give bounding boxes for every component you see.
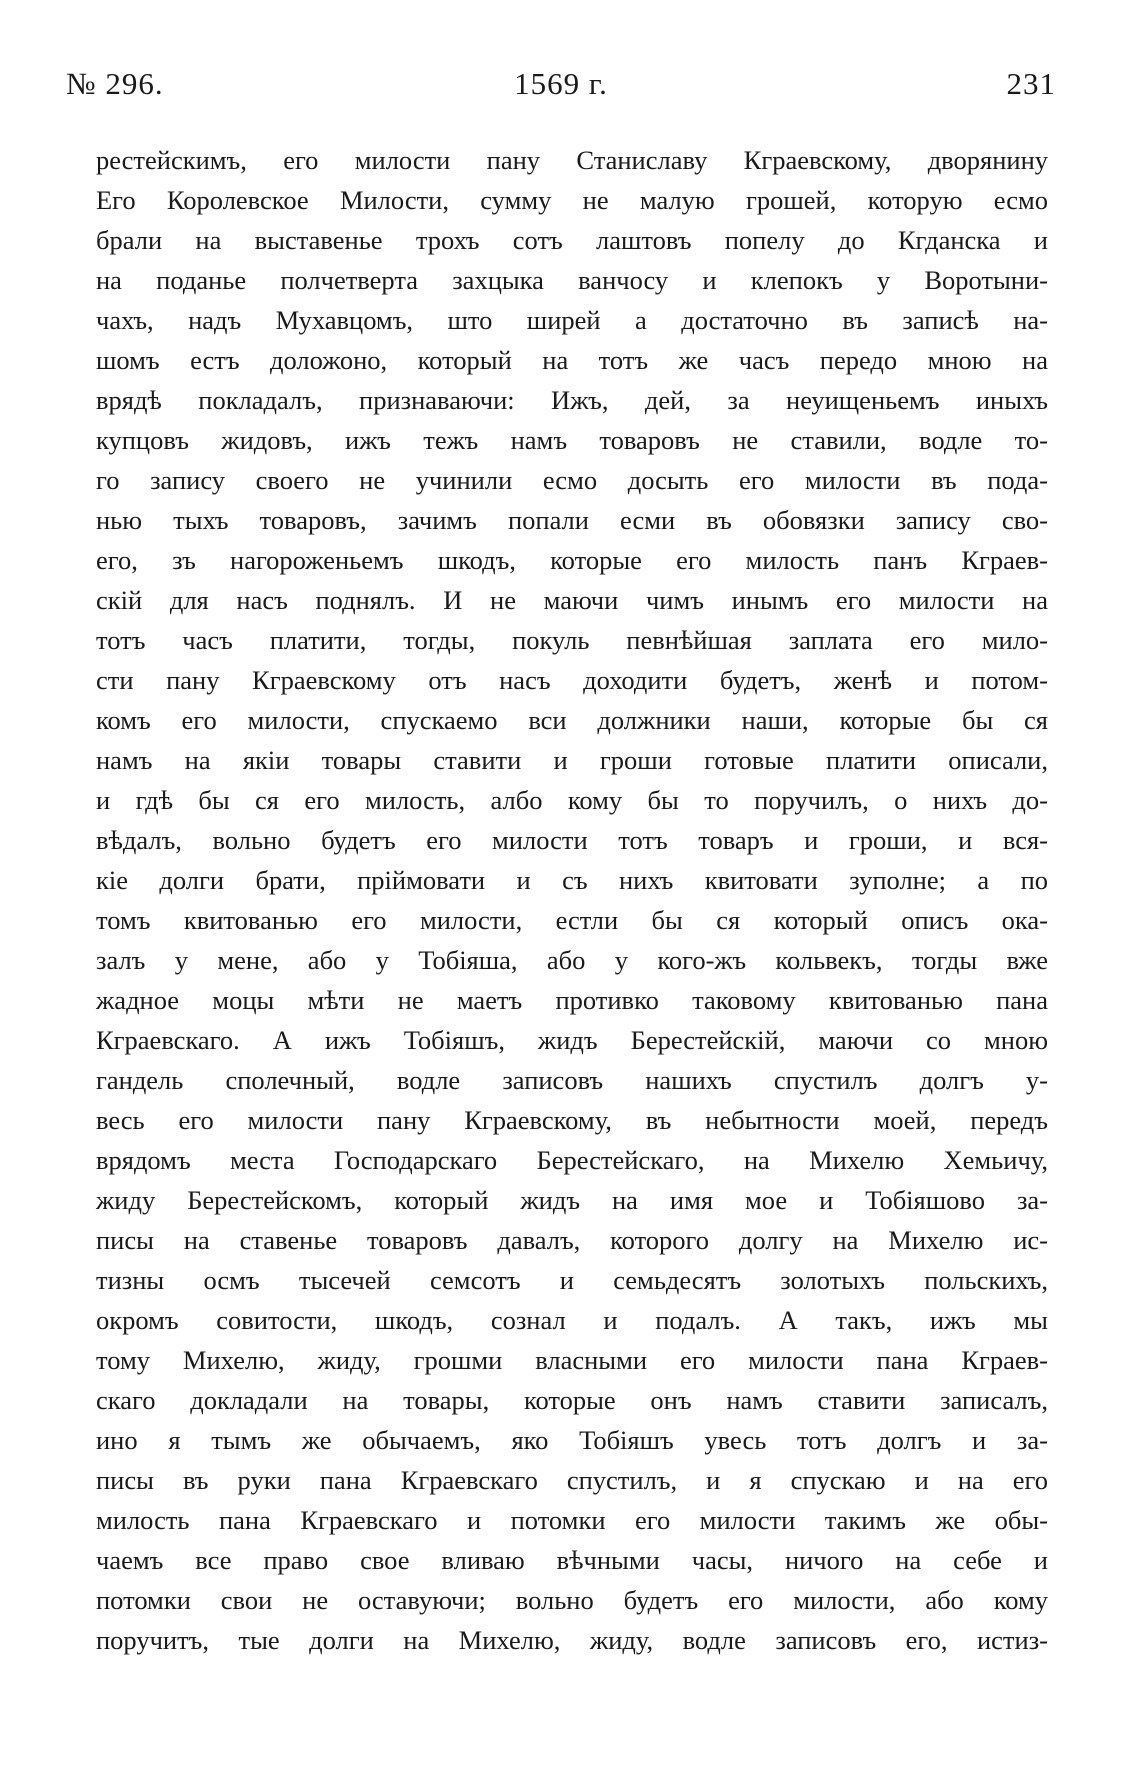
text-line: чаемъ все право свое вливаю вѣчными часы, ничого на себе и [96, 1545, 1048, 1575]
text-line: вѣдалъ, вольно будетъ его милости тотъ товаръ и гроши, и вся- [96, 825, 1048, 855]
text-line: его, зъ нагороженьемъ шкодъ, которые его милость панъ Кграев- [96, 545, 1048, 575]
text-line: шомъ естъ доложоно, который на тотъ же часъ передо мною на [96, 345, 1048, 375]
text-line: комъ его милости, спускаемо вси должники наши, которые бы ся [96, 705, 1048, 735]
text-line: тизны осмъ тысечей семсотъ и семьдесятъ золотыхъ польскихъ, [96, 1265, 1048, 1295]
text-line: гандель сполечный, водле записовъ нашихъ спустилъ долгъ у- [96, 1065, 1048, 1095]
text-line: жиду Берестейскомъ, который жидъ на имя мое и Тобіяшово за- [96, 1185, 1048, 1215]
text-line: чахъ, надъ Мухавцомъ, што ширей а достаточно въ записѣ на- [96, 305, 1048, 335]
body-text [96, 140, 1048, 1660]
text-line: сти пану Кграевскому отъ насъ доходити будетъ, женѣ и потом- [96, 665, 1048, 695]
document-number: № 296. [66, 66, 164, 101]
text-line: Кграевскаго. А ижъ Тобіяшъ, жидъ Берестейскій, маючи со мною [96, 1025, 1048, 1055]
page-header [66, 66, 1056, 110]
text-line: писы въ руки пана Кграевскаго спустилъ, и я спускаю и на его [96, 1465, 1048, 1495]
text-line: потомки свои не оставуючи; вольно будетъ его милости, або кому [96, 1585, 1048, 1615]
page-number: 231 [1006, 66, 1056, 101]
text-line: тому Михелю, жиду, грошми власными его милости пана Кграев- [96, 1345, 1048, 1375]
text-line: врядомъ места Господарскаго Берестейскаго, на Михелю Хемьичу, [96, 1145, 1048, 1175]
text-line: милость пана Кграевскаго и потомки его милости такимъ же обы- [96, 1505, 1048, 1535]
text-line: скаго докладали на товары, которые онъ намъ ставити записалъ, [96, 1385, 1048, 1415]
text-line: писы на ставенье товаровъ давалъ, которого долгу на Михелю ис- [96, 1225, 1048, 1255]
text-line: жадное моцы мѣти не маетъ противко таковому квитованью пана [96, 985, 1048, 1015]
text-line: купцовъ жидовъ, ижъ тежъ намъ товаровъ не ставили, водле то- [96, 425, 1048, 455]
text-line: и гдѣ бы ся его милость, албо кому бы то поручилъ, о нихъ до- [96, 785, 1048, 815]
text-line: поручитъ, тые долги на Михелю, жиду, водле записовъ его, истиз- [96, 1625, 1048, 1655]
text-line: тотъ часъ платити, тогды, покуль певнѣйшая заплата его мило- [96, 625, 1048, 655]
text-line: намъ на якіи товары ставити и гроши готовые платити описали, [96, 745, 1048, 775]
text-line: кіе долги брати, пріймовати и съ нихъ квитовати зуполне; а по [96, 865, 1048, 895]
text-line: брали на выставенье трохъ сотъ лаштовъ попелу до Кгданска и [96, 225, 1048, 255]
text-line: скій для насъ поднялъ. И не маючи чимъ инымъ его милости на [96, 585, 1048, 615]
document-year: 1569 г. [514, 66, 608, 101]
text-line: ино я тымъ же обычаемъ, яко Тобіяшъ увесь тотъ долгъ и за- [96, 1425, 1048, 1455]
text-line: томъ квитованью его милости, естли бы ся который описъ ока- [96, 905, 1048, 935]
text-line: окромъ совитости, шкодъ, сознал и подалъ. А такъ, ижъ мы [96, 1305, 1048, 1335]
text-line: Его Королевское Милости, сумму не малую грошей, которую есмо [96, 185, 1048, 215]
text-line: нью тыхъ товаровъ, зачимъ попали есми въ обовязки запису сво- [96, 505, 1048, 535]
text-line: врядѣ покладалъ, признаваючи: Ижъ, дей, за неуищеньемъ иныхъ [96, 385, 1048, 415]
text-line: го запису своего не учинили есмо досыть его милости въ пода- [96, 465, 1048, 495]
text-line: залъ у мене, або у Тобіяша, або у кого-жъ кольвекъ, тогды вже [96, 945, 1048, 975]
text-line: рестейскимъ, его милости пану Станиславу Кграевскому, дворянину [96, 145, 1048, 175]
text-line: на поданье полчетверта захцыка ванчосу и клепокъ у Воротыни- [96, 265, 1048, 295]
text-line: весь его милости пану Кграевскому, въ небытности моей, передъ [96, 1105, 1048, 1135]
